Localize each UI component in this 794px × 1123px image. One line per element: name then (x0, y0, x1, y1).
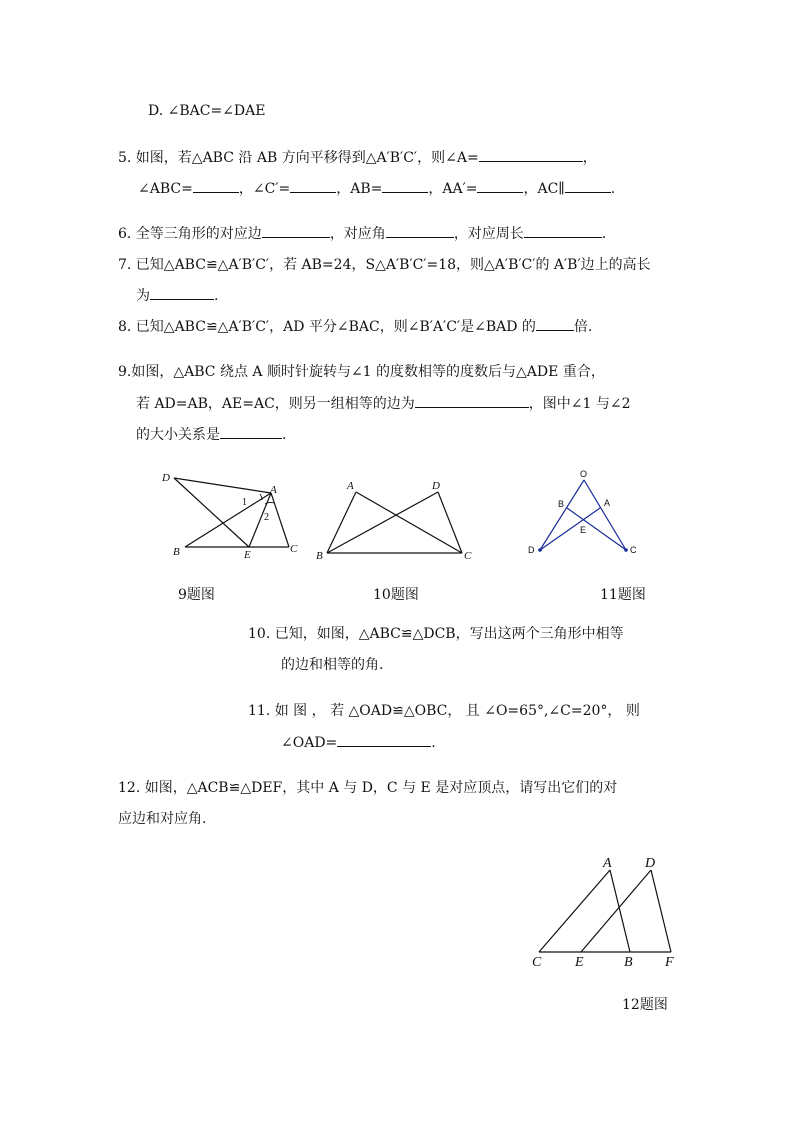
q6-text-b: ，对应角 (329, 226, 386, 242)
q5-end: . (610, 181, 616, 197)
fig9-label-a: A (270, 484, 277, 496)
q12-line2: 应边和对应角. (118, 811, 207, 827)
q6-text-c: ，对应周长 (453, 226, 524, 242)
caption-fig9: 9题图 (178, 587, 215, 603)
fig9-label-b: B (173, 546, 180, 558)
fig12-label-e: E (575, 955, 584, 970)
q9-text3: 的大小关系是 (136, 427, 220, 443)
fig12-label-c: C (532, 955, 542, 970)
figure-10 (312, 472, 482, 572)
fig12-label-a: A (603, 856, 612, 871)
q9-line2 (136, 393, 631, 414)
fig9-angle-2: 2 (264, 512, 269, 523)
caption-fig10: 10题图 (373, 587, 419, 603)
q7-line2 (136, 285, 218, 306)
q9-line3 (136, 424, 286, 445)
q5-text: 5. 如图，若△ABC 沿 AB 方向平移得到△A′B′C′，则∠A= (118, 150, 479, 166)
figure-12 (525, 850, 685, 970)
q5-label-ac: ，AC∥ (523, 181, 565, 197)
q5-blank-a[interactable] (479, 147, 583, 162)
q5-blank-ac[interactable] (565, 178, 611, 193)
fig9-label-d: D (162, 472, 170, 484)
q10-line2: 的边和相等的角. (281, 657, 384, 673)
q5-blank-c[interactable] (290, 178, 336, 193)
caption-fig11: 11题图 (600, 587, 646, 603)
q6-blank-angles[interactable] (386, 223, 454, 238)
q5-blank-abc[interactable] (193, 178, 239, 193)
q10-line1: 10. 已知，如图，△ABC≌△DCB，写出这两个三角形中相等 (248, 626, 624, 642)
fig10-label-a: A (347, 480, 354, 492)
q6-text-a: 6. 全等三角形的对应边 (118, 226, 262, 242)
q6-blank-perimeter[interactable] (524, 223, 602, 238)
fig9-label-e: E (244, 549, 251, 561)
fig10-label-d: D (432, 480, 440, 492)
q12-line1: 12. 如图，△ACB≌△DEF，其中 A 与 D，C 与 E 是对应顶点，请写出它们的对 (118, 780, 618, 796)
fig11-label-b: B (558, 499, 565, 509)
fig11-label-d: D (528, 545, 535, 555)
fig11-label-o: O (580, 469, 588, 479)
q5-blank-ab[interactable] (382, 178, 428, 193)
q11-text: ∠OAD= (281, 735, 338, 751)
fig11-label-c: C (630, 545, 637, 555)
q9-text-end: ，图中∠1 与∠2 (528, 396, 631, 412)
q7-line1: 7. 已知△ABC≌△A′B′C′，若 AB=24，S△A′B′C′=18，则△A′B′C′的 A′B′边上的高长 (118, 257, 651, 273)
q6-line (118, 223, 606, 244)
q11-line2 (281, 732, 436, 753)
fig11-label-a: A (604, 498, 611, 508)
fig10-label-b: B (316, 550, 323, 562)
q5-label-aa: ，AA′= (428, 181, 478, 197)
fig9-label-c: C (290, 543, 298, 555)
fig9-angle-1: 1 (242, 497, 247, 508)
caption-fig12: 12题图 (622, 997, 668, 1013)
q11-blank[interactable] (337, 732, 431, 747)
fig11-label-e: E (580, 525, 587, 535)
option-d: D. ∠BAC=∠DAE (148, 103, 266, 119)
fig12-label-d: D (645, 856, 656, 871)
q7-text: 为 (136, 288, 150, 304)
q9-end: . (282, 427, 287, 443)
q7-blank-height[interactable] (150, 285, 214, 300)
q8-blank[interactable] (536, 316, 574, 331)
fig12-label-f: F (665, 955, 674, 970)
q5-line1 (118, 147, 597, 168)
figure-9 (150, 460, 310, 570)
q5-label-ab: ，AB= (336, 181, 383, 197)
q6-end: . (601, 226, 607, 242)
q6-blank-sides[interactable] (262, 223, 330, 238)
q5-label-c: ，∠C′= (238, 181, 291, 197)
q7-end: . (214, 288, 219, 304)
q9-line1: 9.如图，△ABC 绕点 A 顺时针旋转与∠1 的度数相等的度数后与△ADE 重合， (118, 364, 605, 380)
q9-blank-relation[interactable] (220, 424, 282, 439)
figure-11 (520, 462, 650, 567)
q8-line (118, 316, 592, 337)
q9-blank-sides[interactable] (415, 393, 529, 408)
fig12-label-b: B (624, 955, 633, 970)
q8-text: 8. 已知△ABC≌△A′B′C′，AD 平分∠BAC，则∠B′A′C′是∠BAD 的 (118, 319, 536, 335)
q5-text-end: ， (582, 150, 597, 166)
q11-line1: 11. 如 图 ， 若 △OAD≌△OBC， 且 ∠O=65°,∠C=20°， 则 (248, 703, 640, 719)
q9-text: 若 AD=AB，AE=AC，则另一组相等的边为 (136, 396, 415, 412)
q11-end: . (431, 735, 436, 751)
q5-line2 (138, 178, 615, 199)
q5-label-abc: ∠ABC= (138, 181, 193, 197)
fig10-label-c: C (464, 550, 472, 562)
q8-end: 倍. (573, 319, 593, 335)
q5-blank-aa[interactable] (477, 178, 523, 193)
